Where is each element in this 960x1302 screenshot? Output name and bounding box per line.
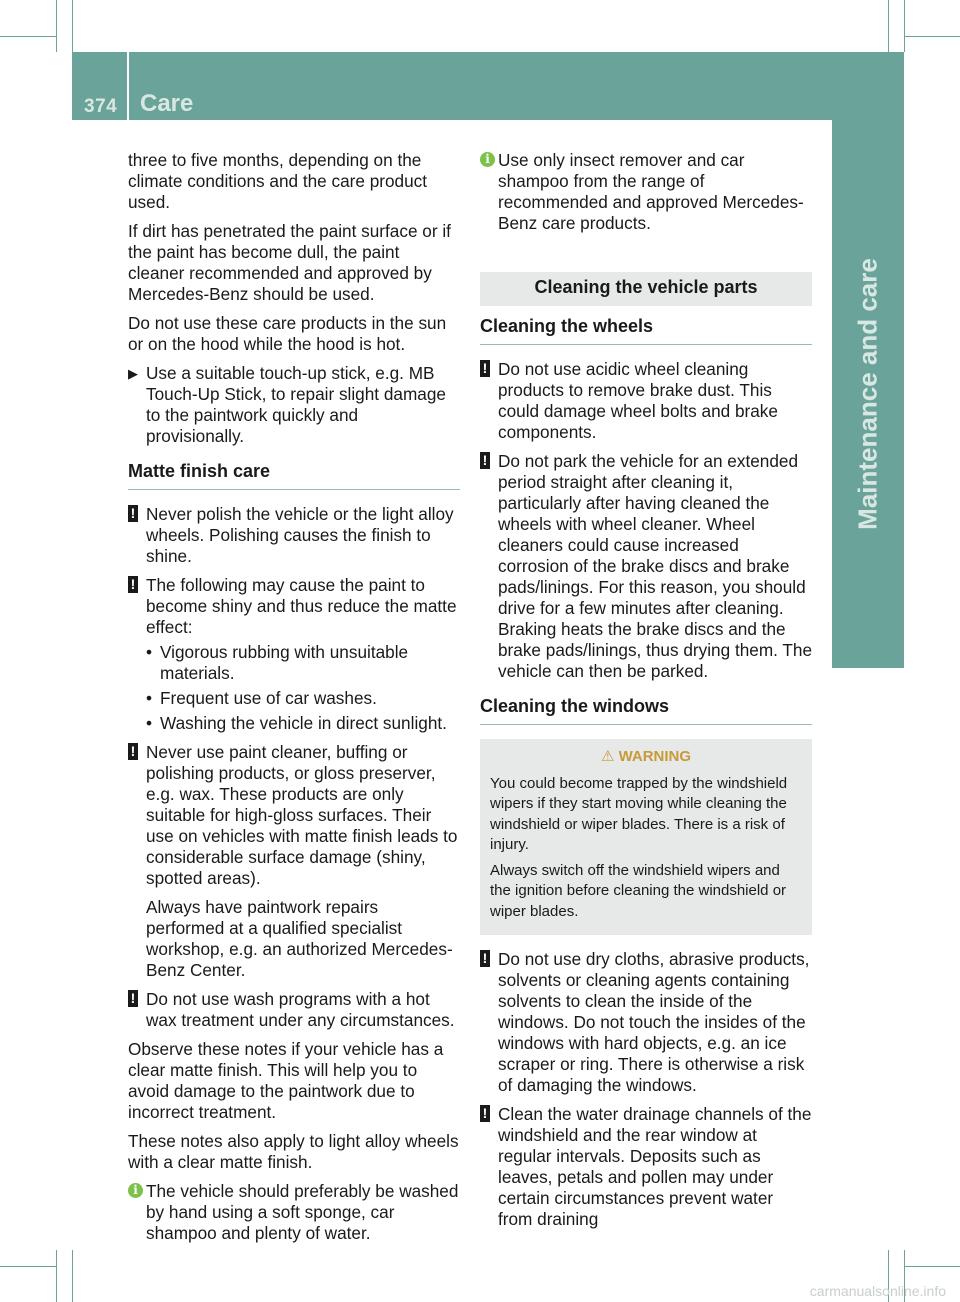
crop-mark	[904, 0, 905, 52]
crop-mark	[72, 0, 73, 52]
exclamation-icon: !	[128, 743, 138, 760]
section-title: Cleaning the vehicle parts	[480, 272, 812, 306]
exclamation-icon: !	[128, 990, 138, 1007]
list-item	[128, 713, 460, 734]
paragraph: Do not use these care products in the sun or on the hood while the hood is hot.	[128, 313, 447, 354]
note-text: Clean the water drainage channels of the windshield and the rear window at regular intervals. Deposits such as leaves, petals and pollen may under certain circumstances prevent water from draining	[498, 1104, 812, 1229]
crop-mark	[56, 0, 57, 52]
info-note	[480, 150, 812, 234]
list-item	[128, 688, 460, 709]
heading-matte-finish: Matte finish care	[128, 461, 460, 490]
heading-cleaning-wheels: Cleaning the wheels	[480, 316, 812, 345]
paragraph: three to five months, depending on the climate conditions and the care product used.	[128, 150, 428, 212]
note-text: The following may cause the paint to become shiny and thus reduce the matte effect:	[146, 575, 457, 637]
note-text: Never polish the vehicle or the light alloy wheels. Polishing causes the finish to shine.	[146, 504, 454, 566]
paragraph: If dirt has penetrated the paint surface or if the paint has become dull, the paint cleaner recommended and approved by Mercedes-Benz should be used.	[128, 221, 451, 304]
exclamation-icon: !	[480, 1105, 490, 1122]
bullet-icon: •	[146, 688, 153, 708]
note-text: Do not park the vehicle for an extended period straight after cleaning it, particularly after having cleaned the wheels with wheel cleaner. Wheel cleaners could cause increased corrosion of the brake discs and brake pads/linings. For this reason, you should drive for a few minutes after cleaning. Braking heats the brake discs and the brake pads/linings, thus drying them. The vehicle can then be parked.	[498, 451, 813, 681]
crop-mark	[72, 1250, 73, 1302]
note	[480, 1104, 812, 1230]
warning-text: You could become trapped by the windshield wipers if they start moving while cleaning the windshield or wiper blades. There is a risk of injury.	[490, 774, 788, 853]
warning-triangle-icon: ⚠	[600, 748, 615, 765]
warning-text: Always switch off the windshield wipers and the ignition before cleaning the windshield or wiper blades.	[490, 861, 787, 920]
info-note	[128, 1181, 460, 1244]
crop-mark	[0, 1266, 56, 1267]
crop-mark	[56, 1250, 57, 1302]
header-divider	[127, 52, 129, 120]
note-continuation: Always have paintwork repairs performed at a qualified specialist workshop, e.g. an authorized Mercedes-Benz Center.	[146, 897, 453, 980]
note	[128, 742, 460, 889]
paragraph: These notes also apply to light alloy wheels with a clear matte finish.	[128, 1131, 459, 1172]
list-item-text: Washing the vehicle in direct sunlight.	[160, 713, 447, 733]
action-step	[128, 363, 460, 447]
action-arrow-icon: ▶	[128, 366, 138, 381]
list-item-text: Frequent use of car washes.	[160, 688, 377, 708]
info-icon: i	[128, 1183, 143, 1198]
bullet-icon: •	[146, 642, 153, 662]
exclamation-icon: !	[128, 576, 138, 593]
watermark: carmanualsonline.info	[809, 1283, 946, 1299]
note	[128, 989, 460, 1031]
page-section-title: Care	[140, 90, 194, 117]
warning-title: WARNING	[618, 748, 692, 765]
paragraph: Observe these notes if your vehicle has a clear matte finish. This will help you to avoid damage to the paintwork due to incorrect treatment.	[128, 1039, 444, 1122]
crop-mark	[904, 1266, 960, 1267]
info-text: Use only insect remover and car shampoo from the range of recommended and approved Mercedes-Benz care products.	[498, 150, 804, 233]
exclamation-icon: !	[128, 505, 138, 522]
right-column	[480, 150, 812, 1238]
crop-mark	[904, 36, 960, 37]
heading-cleaning-windows: Cleaning the windows	[480, 696, 812, 725]
page-number: 374	[84, 96, 118, 117]
note-text: Do not use dry cloths, abrasive products, solvents or cleaning agents containing solvents to clean the inside of the windows. Do not touch the insides of the windows with hard objects, e.g. an ice scraper or ring. There is otherwise a risk of damaging the windows.	[498, 949, 810, 1095]
note	[480, 451, 812, 682]
left-column	[128, 150, 460, 1252]
list-item	[128, 642, 460, 684]
bullet-icon: •	[146, 713, 153, 733]
note	[480, 949, 812, 1096]
note	[128, 504, 460, 567]
note	[480, 359, 812, 443]
exclamation-icon: !	[480, 452, 490, 469]
page-header	[72, 52, 904, 120]
info-icon: i	[480, 152, 495, 167]
crop-mark	[888, 0, 889, 52]
crop-mark	[0, 36, 56, 37]
note-text: Do not use acidic wheel cleaning products to remove brake dust. This could damage wheel bolts and brake components.	[498, 359, 778, 442]
chapter-tab-label: Maintenance and care	[852, 258, 883, 530]
note-text: Never use paint cleaner, buffing or polishing products, or gloss preserver, e.g. wax. These products are only suitable for high-gloss surfaces. Their use on vehicles with matte finish leads to considerable surface damage (shiny, spotted areas).	[146, 742, 458, 888]
exclamation-icon: !	[480, 360, 490, 377]
exclamation-icon: !	[480, 950, 490, 967]
note-text: Do not use wash programs with a hot wax treatment under any circumstances.	[146, 989, 455, 1030]
warning-header	[490, 747, 802, 768]
list-item-text: Vigorous rubbing with unsuitable materials.	[160, 642, 409, 683]
action-step-text: Use a suitable touch-up stick, e.g. MB Touch-Up Stick, to repair slight damage to the paintwork quickly and provisionally.	[146, 363, 446, 446]
warning-box	[480, 739, 812, 935]
note	[128, 575, 460, 638]
info-text: The vehicle should preferably be washed by hand using a soft sponge, car shampoo and plenty of water.	[146, 1181, 459, 1243]
